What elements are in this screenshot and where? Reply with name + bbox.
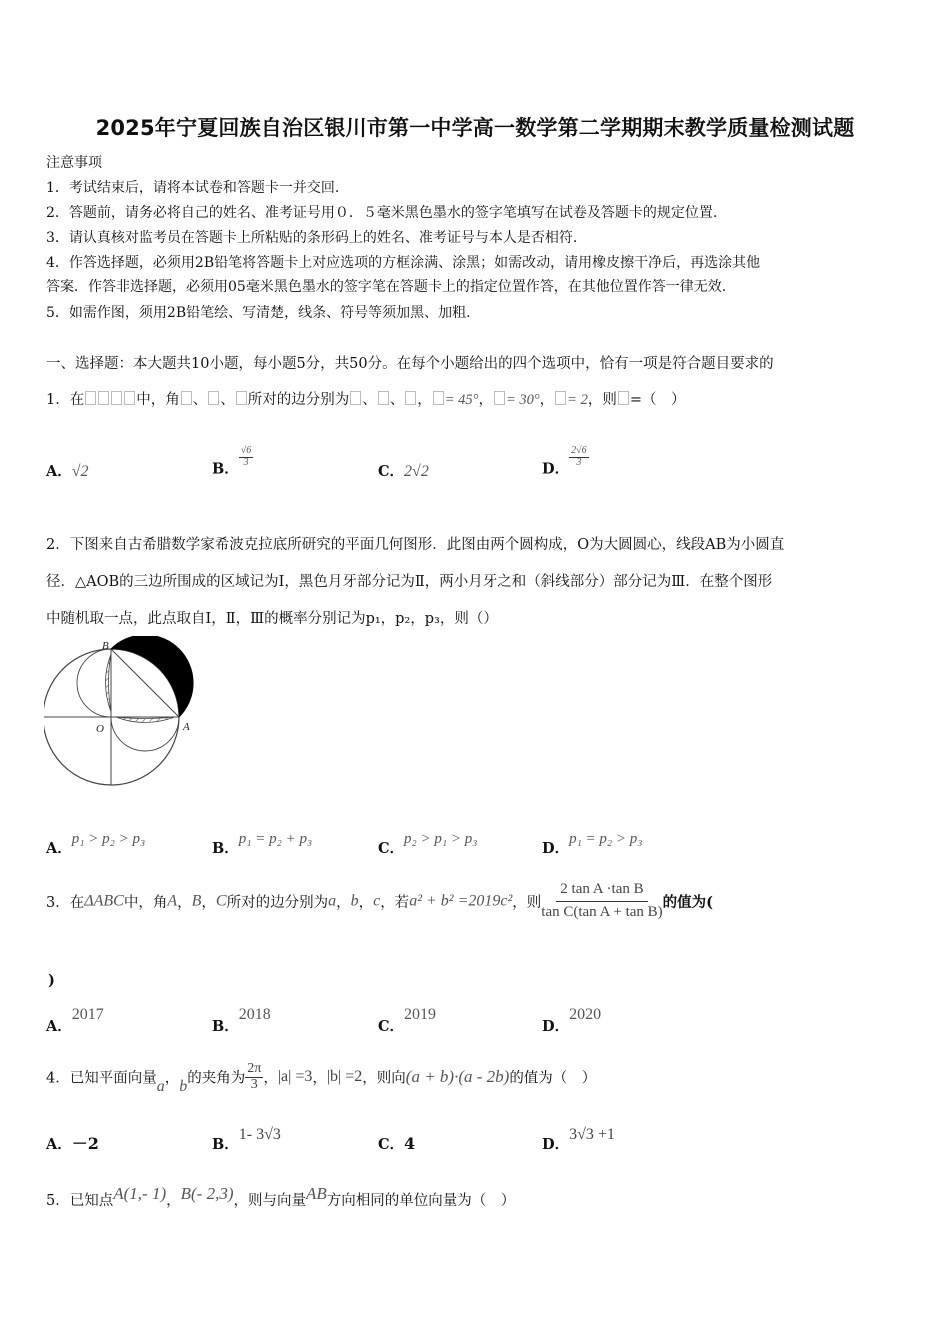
hatched-lune-left (106, 654, 112, 712)
option-value (569, 446, 589, 468)
option-a[interactable] (46, 1004, 104, 1036)
angle-c: C (215, 892, 227, 910)
label-b: B (102, 640, 109, 652)
question-number: 4．已知平面向量 (46, 1070, 157, 1087)
triangle-symbol: ΔABC (84, 892, 124, 910)
option-label: A． (46, 463, 72, 480)
q3-condition: a² + b² =2019c² (409, 892, 513, 910)
hatched-lune-bottom (116, 717, 175, 723)
q3-close-paren: ) (48, 972, 55, 989)
option-value: p₁ = p₂ > p₃ (569, 831, 643, 847)
q3-text: 所对的边分别为 (226, 894, 329, 911)
notice-heading: 注意事项 (46, 155, 102, 171)
formula-placeholder (405, 391, 416, 405)
label-a: A (183, 721, 190, 733)
q1-text: 中，角 (136, 392, 180, 408)
fraction-numerator: 2√6 (571, 445, 587, 456)
angle-fraction (245, 1062, 263, 1092)
notice-item: 答案．作答非选择题，必须用05毫米黑色墨水的签字笔在答题卡上的指定位置作答，在其他位置作答一律无效. (46, 279, 727, 295)
option-label: D． (542, 1018, 570, 1035)
option-value: 2018 (238, 1006, 271, 1023)
option-d[interactable] (542, 828, 642, 858)
fraction-numerator: 2 tan A ·tan B (556, 882, 647, 902)
q1-condition: = 45° (444, 392, 479, 408)
q3-fraction (541, 882, 662, 921)
option-b[interactable] (212, 828, 312, 858)
side-b: b (350, 892, 359, 910)
notice-item: 3．请认真核对监考员在答题卡上所粘贴的条形码上的姓名、准考证号与本人是否相符. (46, 230, 578, 246)
q1-condition: = 2 (567, 392, 588, 408)
option-label: C． (378, 463, 405, 480)
fraction-denominator: 3 (250, 1076, 258, 1092)
notice-item: 5．如需作图，须用2B铅笔绘、写清楚，线条、符号等须加黑、加粗. (46, 305, 471, 321)
formula-placeholder (124, 391, 135, 405)
q1-condition: = 30° (505, 392, 540, 408)
option-value: p₁ > p₂ > p₃ (71, 831, 146, 847)
option-label: D． (542, 840, 570, 857)
fraction-denominator: tan C(tan A + tan B) (541, 903, 663, 920)
formula-placeholder (98, 391, 109, 405)
option-value: p₂ > p₁ > p₃ (404, 831, 478, 847)
option-label: B． (212, 460, 239, 478)
option-a[interactable] (46, 1124, 99, 1154)
angle-b: B (191, 892, 202, 910)
fraction-denominator: 3 (576, 456, 582, 468)
label-o: O (96, 723, 104, 735)
section-heading: 一、选择题：本大题共10小题，每小题5分，共50分。在每个小题给出的四个选项中，恰有一项是符合题目要求的 (46, 356, 774, 372)
formula-placeholder (494, 391, 505, 405)
question-2-line: 2．下图来自古希腊数学家希波克拉底所研究的平面几何图形．此图由两个圆构成，O为大圆圆心，线段AB为小圆直 (46, 537, 785, 553)
q5-text: 方向相同的单位向量为（ ） (326, 1193, 516, 1209)
option-value: 2020 (569, 1006, 602, 1023)
formula-placeholder (618, 391, 629, 405)
q1-text: ，则 (587, 392, 617, 408)
angle-a: A (167, 892, 178, 910)
vector-ab: AB (305, 1184, 327, 1203)
notice-item: 2．答题前，请务必将自己的姓名、准考证号用０．５毫米黑色墨水的签字笔填写在试卷及答题卡的规定位置. (46, 205, 718, 221)
fraction-denominator: 3 (243, 456, 249, 468)
side-a: a (328, 892, 337, 910)
formula-placeholder (433, 391, 444, 405)
option-c[interactable] (378, 1124, 415, 1154)
formula-placeholder (555, 391, 566, 405)
option-value: 2019 (404, 1006, 437, 1023)
vector-b: b (179, 1078, 188, 1096)
option-value: 2√2 (404, 463, 429, 480)
option-value: √2 (71, 463, 89, 480)
q1-text: =（ ） (629, 392, 686, 408)
q3-text: 中，角 (123, 894, 168, 911)
hippocrates-lune-figure (44, 636, 204, 786)
question-5: 5．已知点A(1,- 1)，B(- 2,3)，则与向量AB方向相同的单位向量为（ ） (46, 1184, 516, 1209)
question-number: 3．在 (46, 894, 85, 911)
q4-expression: (a + b)·(a - 2b) (405, 1067, 510, 1087)
q4-text: 的夹角为 (187, 1070, 246, 1087)
point-b: B(- 2,3) (180, 1184, 234, 1203)
question-1: 1．在 中，角 、 、 所对的边分别为 、 、 ， = 45°， = 30°， = 2，则 =（ ） (46, 392, 686, 408)
q1-text: 所对的边分别为 (247, 392, 350, 408)
formula-placeholder (350, 391, 361, 405)
point-a: A(1,- 1) (113, 1184, 167, 1203)
option-label: A． (46, 1136, 72, 1153)
magnitude-b: |b| =2 (326, 1068, 363, 1086)
option-a[interactable] (46, 460, 89, 481)
fraction-numerator: √6 (240, 445, 252, 456)
option-value: p₁ = p₂ + p₃ (238, 831, 313, 847)
option-c[interactable] (378, 1004, 436, 1036)
option-d[interactable] (542, 446, 589, 479)
question-number: 1． (46, 392, 70, 408)
option-value: －2 (71, 1134, 99, 1153)
magnitude-a: |a| =3 (277, 1068, 313, 1086)
q4-text: ，则向 (362, 1070, 406, 1087)
q4-text: 的值为（ ） (509, 1070, 597, 1087)
q3-text: 的值为( (662, 893, 714, 911)
option-value: 2017 (71, 1006, 104, 1023)
option-b[interactable] (212, 446, 253, 479)
option-a[interactable] (46, 828, 145, 858)
option-label: C． (378, 1018, 405, 1035)
option-value: 3√3 +1 (569, 1126, 615, 1143)
page-title: 2025年宁夏回族自治区银川市第一中学高一数学第二学期期末教学质量检测试题 (95, 116, 855, 140)
option-label: C． (378, 1136, 405, 1153)
notice-item: 1．考试结束后，请将本试卷和答题卡一并交回. (46, 180, 340, 196)
formula-placeholder (85, 391, 96, 405)
option-label: D． (542, 460, 570, 478)
option-d[interactable] (542, 1004, 601, 1036)
option-label: B． (212, 1018, 239, 1035)
formula-placeholder (208, 391, 219, 405)
option-value: 4 (404, 1134, 416, 1153)
q3-text: ，若 (380, 894, 410, 911)
formula-placeholder (111, 391, 122, 405)
option-value (239, 446, 254, 468)
formula-placeholder (378, 391, 389, 405)
q5-text: ，则与向量 (233, 1193, 306, 1209)
vector-a: a (156, 1078, 165, 1096)
q3-text: ，则 (512, 894, 542, 911)
option-label: D． (542, 1136, 570, 1153)
formula-placeholder (181, 391, 192, 405)
option-label: A． (46, 1018, 72, 1035)
question-4: 4．已知平面向量a，b的夹角为 $\frac{2\pi}{3}$ ，|a| =3，|b| =2，则向(a + b)·(a - 2b)的值为（ ） (46, 1061, 597, 1096)
option-label: B． (212, 1136, 239, 1153)
notice-item: 4．作答选择题，必须用2B铅笔将答题卡上对应选项的方框涂满、涂黑；如需改动，请用橡皮擦干净后，再选涂其他 (46, 255, 761, 271)
question-3: 3．在ΔABC中，角A，B，C所对的边分别为a，b，c，若a² + b² =2019c²，则 $\frac{\text{2 tan A ·tan B}}{\text{tan C(tan A + tan B)}}$ 的值为( (46, 881, 714, 920)
option-label: A． (46, 840, 72, 857)
black-lune (111, 636, 193, 717)
question-number: 5．已知点 (46, 1193, 114, 1209)
option-d[interactable] (542, 1124, 615, 1154)
question-2-line: 径．△AOB的三边所围成的区域记为I，黑色月牙部分记为Ⅱ，两小月牙之和（斜线部分）部分记为Ⅲ．在整个图形 (46, 574, 773, 590)
option-label: B． (212, 840, 239, 857)
option-c[interactable] (378, 460, 429, 481)
question-2-line: 中随机取一点，此点取自Ⅰ，Ⅱ，Ⅲ的概率分别记为p₁，p₂，p₃，则（） (46, 611, 498, 627)
option-c[interactable] (378, 828, 477, 858)
option-value: 1- 3√3 (238, 1126, 281, 1143)
side-c: c (373, 892, 381, 910)
option-b[interactable] (212, 1124, 281, 1154)
fraction-numerator: 2π (247, 1061, 262, 1076)
formula-placeholder (236, 391, 247, 405)
option-b[interactable] (212, 1004, 271, 1036)
q1-text: 在 (69, 392, 85, 408)
option-label: C． (378, 840, 405, 857)
